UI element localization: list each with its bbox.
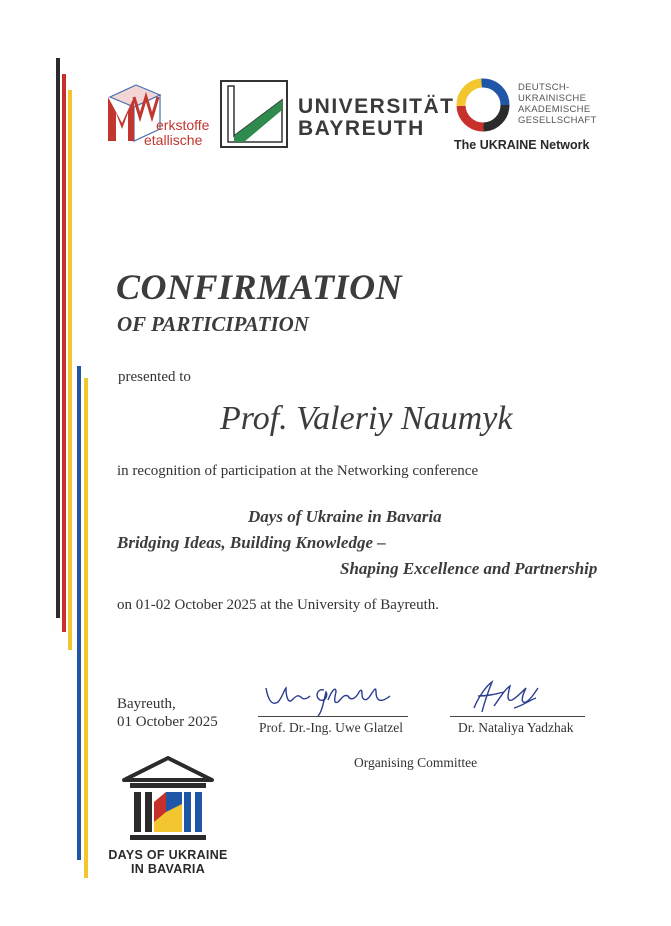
temple-icon — [120, 756, 216, 844]
signature-yadzhak — [464, 678, 554, 718]
recognition-text: in recognition of participation at the Networking conference — [117, 463, 479, 479]
signer2-name: Dr. Nataliya Yadzhak — [458, 720, 574, 735]
duag-line3: AKADEMISCHE — [518, 104, 591, 115]
event-title-line2: Bridging Ideas, Building Knowledge – — [117, 533, 386, 552]
stripe-gold-left — [68, 90, 72, 650]
certificate-subtitle: OF PARTICIPATION — [117, 312, 309, 336]
sign-date: 01 October 2025 — [117, 714, 218, 730]
duag-line2: UKRAINISCHE — [518, 93, 587, 104]
committee-label: Organising Committee — [354, 755, 478, 770]
werkstoffe-text: erkstoffe — [156, 117, 210, 133]
duag-line1: DEUTSCH- — [518, 82, 570, 93]
university-name-line1: UNIVERSITÄT — [298, 95, 455, 118]
werkstoffe-metallische-logo — [104, 83, 214, 149]
ukraine-network-text: The UKRAINE Network — [454, 138, 590, 152]
certificate-title: CONFIRMATION — [116, 267, 403, 307]
university-bayreuth-logo — [220, 80, 455, 150]
signature-line-1 — [258, 716, 408, 717]
days-logo-line1: DAYS OF UKRAINE — [108, 848, 228, 862]
recipient-name: Prof. Valeriy Naumyk — [220, 400, 513, 437]
university-emblem-icon — [220, 80, 288, 148]
stripe-blue — [77, 366, 81, 860]
event-title-line3: Shaping Excellence and Partnership — [340, 559, 598, 578]
university-name-line2: BAYREUTH — [298, 117, 425, 140]
presented-to-text: presented to — [118, 369, 191, 385]
metallische-text: etallische — [144, 132, 203, 148]
ukraine-network-emblem-icon — [450, 76, 516, 134]
duag-line4: GESELLSCHAFT — [518, 115, 597, 126]
date-place-text: on 01-02 October 2025 at the University of Bayreuth. — [117, 597, 440, 613]
stripe-black — [56, 58, 60, 618]
days-of-ukraine-logo — [108, 756, 228, 876]
stripe-red — [62, 74, 66, 632]
signature-line-2 — [450, 716, 585, 717]
signature-glatzel — [262, 682, 402, 718]
stripe-gold-right — [84, 378, 88, 878]
days-logo-line2: IN BAVARIA — [130, 862, 206, 876]
signer1-name: Prof. Dr.-Ing. Uwe Glatzel — [259, 720, 403, 735]
sign-place: Bayreuth, — [117, 696, 176, 712]
duag-logo — [448, 76, 648, 156]
event-title-line1: Days of Ukraine in Bavaria — [248, 507, 442, 526]
